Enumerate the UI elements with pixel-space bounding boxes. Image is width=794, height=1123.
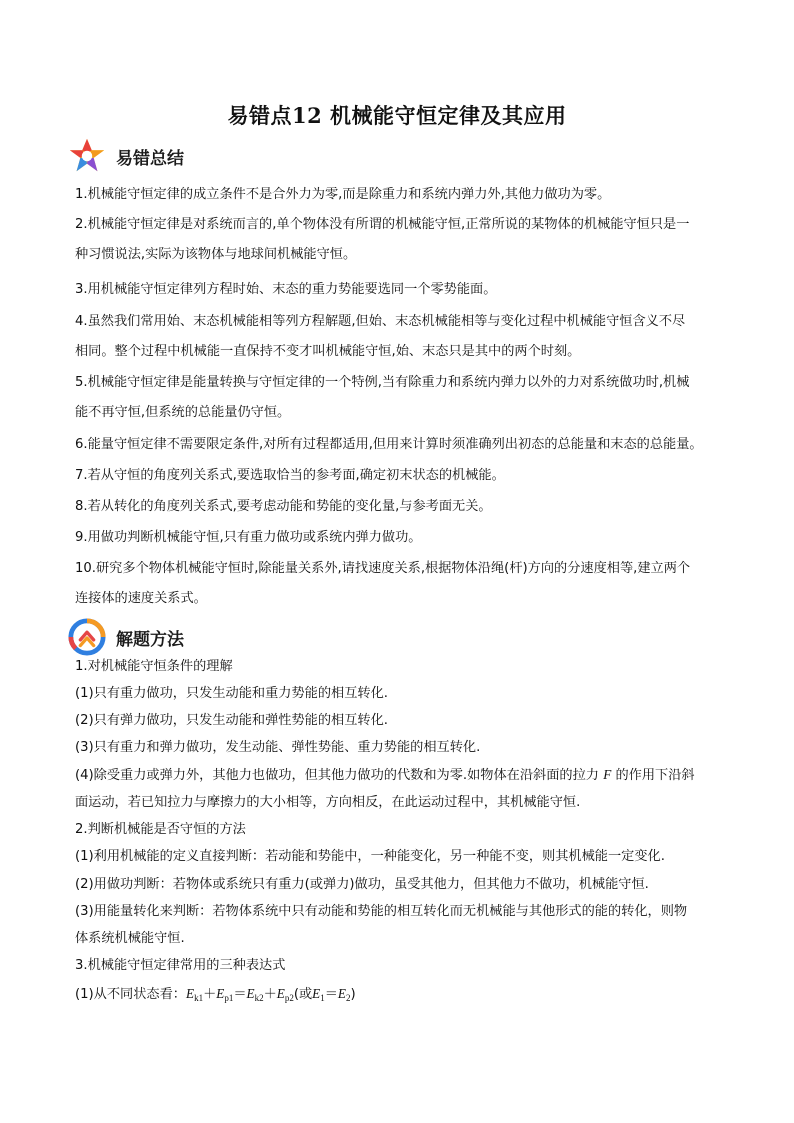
formula-subscript: k1: [194, 993, 204, 1003]
summary-line: 能不再守恒,但系统的总能量仍守恒。: [75, 405, 291, 420]
formula-operator: ＝: [233, 986, 247, 1001]
section-label-method: 解题方法: [116, 629, 184, 650]
summary-line: 7.若从守恒的角度列关系式,要选取恰当的参考面,确定初末状态的机械能。: [75, 468, 505, 483]
method-line: (1)利用机械能的定义直接判断：若动能和势能中，一种能变化，另一种能不变，则其机械能一定变化.: [75, 849, 665, 864]
method-heading-1: 1.对机械能守恒条件的理解: [75, 659, 233, 674]
summary-line: 3.用机械能守恒定律列方程时始、末态的重力势能要选同一个零势能面。: [75, 282, 497, 297]
formula-operator: ＋: [203, 986, 217, 1001]
summary-line: 连接体的速度关系式。: [75, 591, 207, 606]
formula-subscript: p1: [224, 993, 234, 1003]
section-header-method: [68, 617, 184, 657]
star-badge-icon: [68, 137, 106, 175]
summary-item-1: [75, 180, 735, 210]
summary-line: 1.机械能守恒定律的成立条件不是合外力为零,而是除重力和系统内弹力外,其他力做功为零。: [75, 187, 611, 202]
summary-line: 6.能量守恒定律不需要限定条件,对所有过程都适用,但用来计算时须准确列出初态的总能量和末态的总能量。: [75, 437, 703, 452]
summary-item-3: [75, 275, 735, 305]
summary-item-8: [75, 492, 735, 522]
formula-operator: ＋: [263, 986, 277, 1001]
formula-subscript: p2: [284, 993, 294, 1003]
summary-item-7: [75, 461, 735, 491]
summary-line: 8.若从转化的角度列关系式,要考虑动能和势能的变化量,与参考面无关。: [75, 499, 492, 514]
page-title: 易错点12 机械能守恒定律及其应用: [227, 103, 567, 128]
method-line-4: [75, 761, 735, 790]
summary-line: 9.用做功判断机械能守恒,只有重力做功或系统内弹力做功。: [75, 530, 422, 545]
formula-operator: ＝: [324, 986, 338, 1001]
formula-symbol: E: [246, 986, 255, 1001]
summary-line: 2.机械能守恒定律是对系统而言的,单个物体没有所谓的机械能守恒,正常所说的某物体的机械能守恒只是一: [75, 217, 690, 232]
method-line: (2)只有弹力做功，只发生动能和弹性势能的相互转化.: [75, 713, 388, 728]
summary-line: 5.机械能守恒定律是能量转换与守恒定律的一个特例,当有除重力和系统内弹力以外的力对系统做功时,机械: [75, 375, 690, 390]
formula-subscript: k2: [254, 993, 264, 1003]
method-line: (2)用做功判断：若物体或系统只有重力(或弹力)做功，虽受其他力，但其他力不做功，机械能守恒.: [75, 877, 649, 892]
method-line: 体系统机械能守恒.: [75, 931, 185, 946]
summary-item-10: [75, 554, 735, 614]
summary-item-2: [75, 210, 735, 270]
method-line: (1)只有重力做功，只发生动能和重力势能的相互转化.: [75, 686, 388, 701]
formula-subscript: 1: [320, 993, 325, 1003]
summary-line: 相同。整个过程中机械能一直保持不变才叫机械能守恒,始、末态只是其中的两个时刻。: [75, 344, 581, 359]
energy-formula: [186, 986, 356, 1001]
summary-item-5: [75, 368, 735, 428]
method-line: (3)用能量转化来判断：若物体系统中只有动能和势能的相互转化而无机械能与其他形式的能的转化，则物: [75, 904, 688, 919]
method-line: 面运动，若已知拉力与摩擦力的大小相等，方向相反，在此运动过程中，其机械能守恒.: [75, 795, 581, 810]
ring-badge-icon: [68, 618, 106, 656]
method-line: (3)只有重力和弹力做功，发生动能、弹性势能、重力势能的相互转化.: [75, 740, 481, 755]
method-heading-2: 2.判断机械能是否守恒的方法: [75, 822, 246, 837]
summary-item-9: [75, 523, 735, 553]
summary-line: 10.研究多个物体机械能守恒时,除能量关系外,请找速度关系,根据物体沿绳(杆)方向的分速度相等,建立两个: [75, 561, 691, 576]
method-text: (1)从不同状态看：: [75, 987, 186, 1002]
summary-item-6: [75, 430, 735, 460]
method-formula-line: [75, 980, 735, 1013]
method-text: 的作用下沿斜: [615, 768, 695, 783]
formula-symbol: E: [216, 986, 225, 1001]
force-variable: F: [603, 767, 612, 782]
formula-symbol: E: [337, 986, 346, 1001]
formula-text: (或: [293, 987, 313, 1002]
section-header-summary: [68, 136, 184, 176]
formula-symbol: E: [276, 986, 285, 1001]
section-label-summary: 易错总结: [116, 148, 184, 169]
method-text: (4)除受重力或弹力外，其他力也做功，但其他力做功的代数和为零.如物体在沿斜面的拉力: [75, 768, 599, 783]
summary-line: 种习惯说法,实际为该物体与地球间机械能守恒。: [75, 247, 357, 262]
formula-symbol: E: [186, 986, 195, 1001]
formula-text: ): [350, 987, 356, 1002]
formula-subscript: 2: [345, 993, 351, 1003]
method-heading-3: 3.机械能守恒定律常用的三种表达式: [75, 958, 286, 973]
summary-line: 4.虽然我们常用始、末态机械能相等列方程解题,但始、末态机械能相等与变化过程中机械能守恒含义不尽: [75, 314, 686, 329]
summary-item-4: [75, 307, 735, 367]
formula-symbol: E: [312, 986, 321, 1001]
